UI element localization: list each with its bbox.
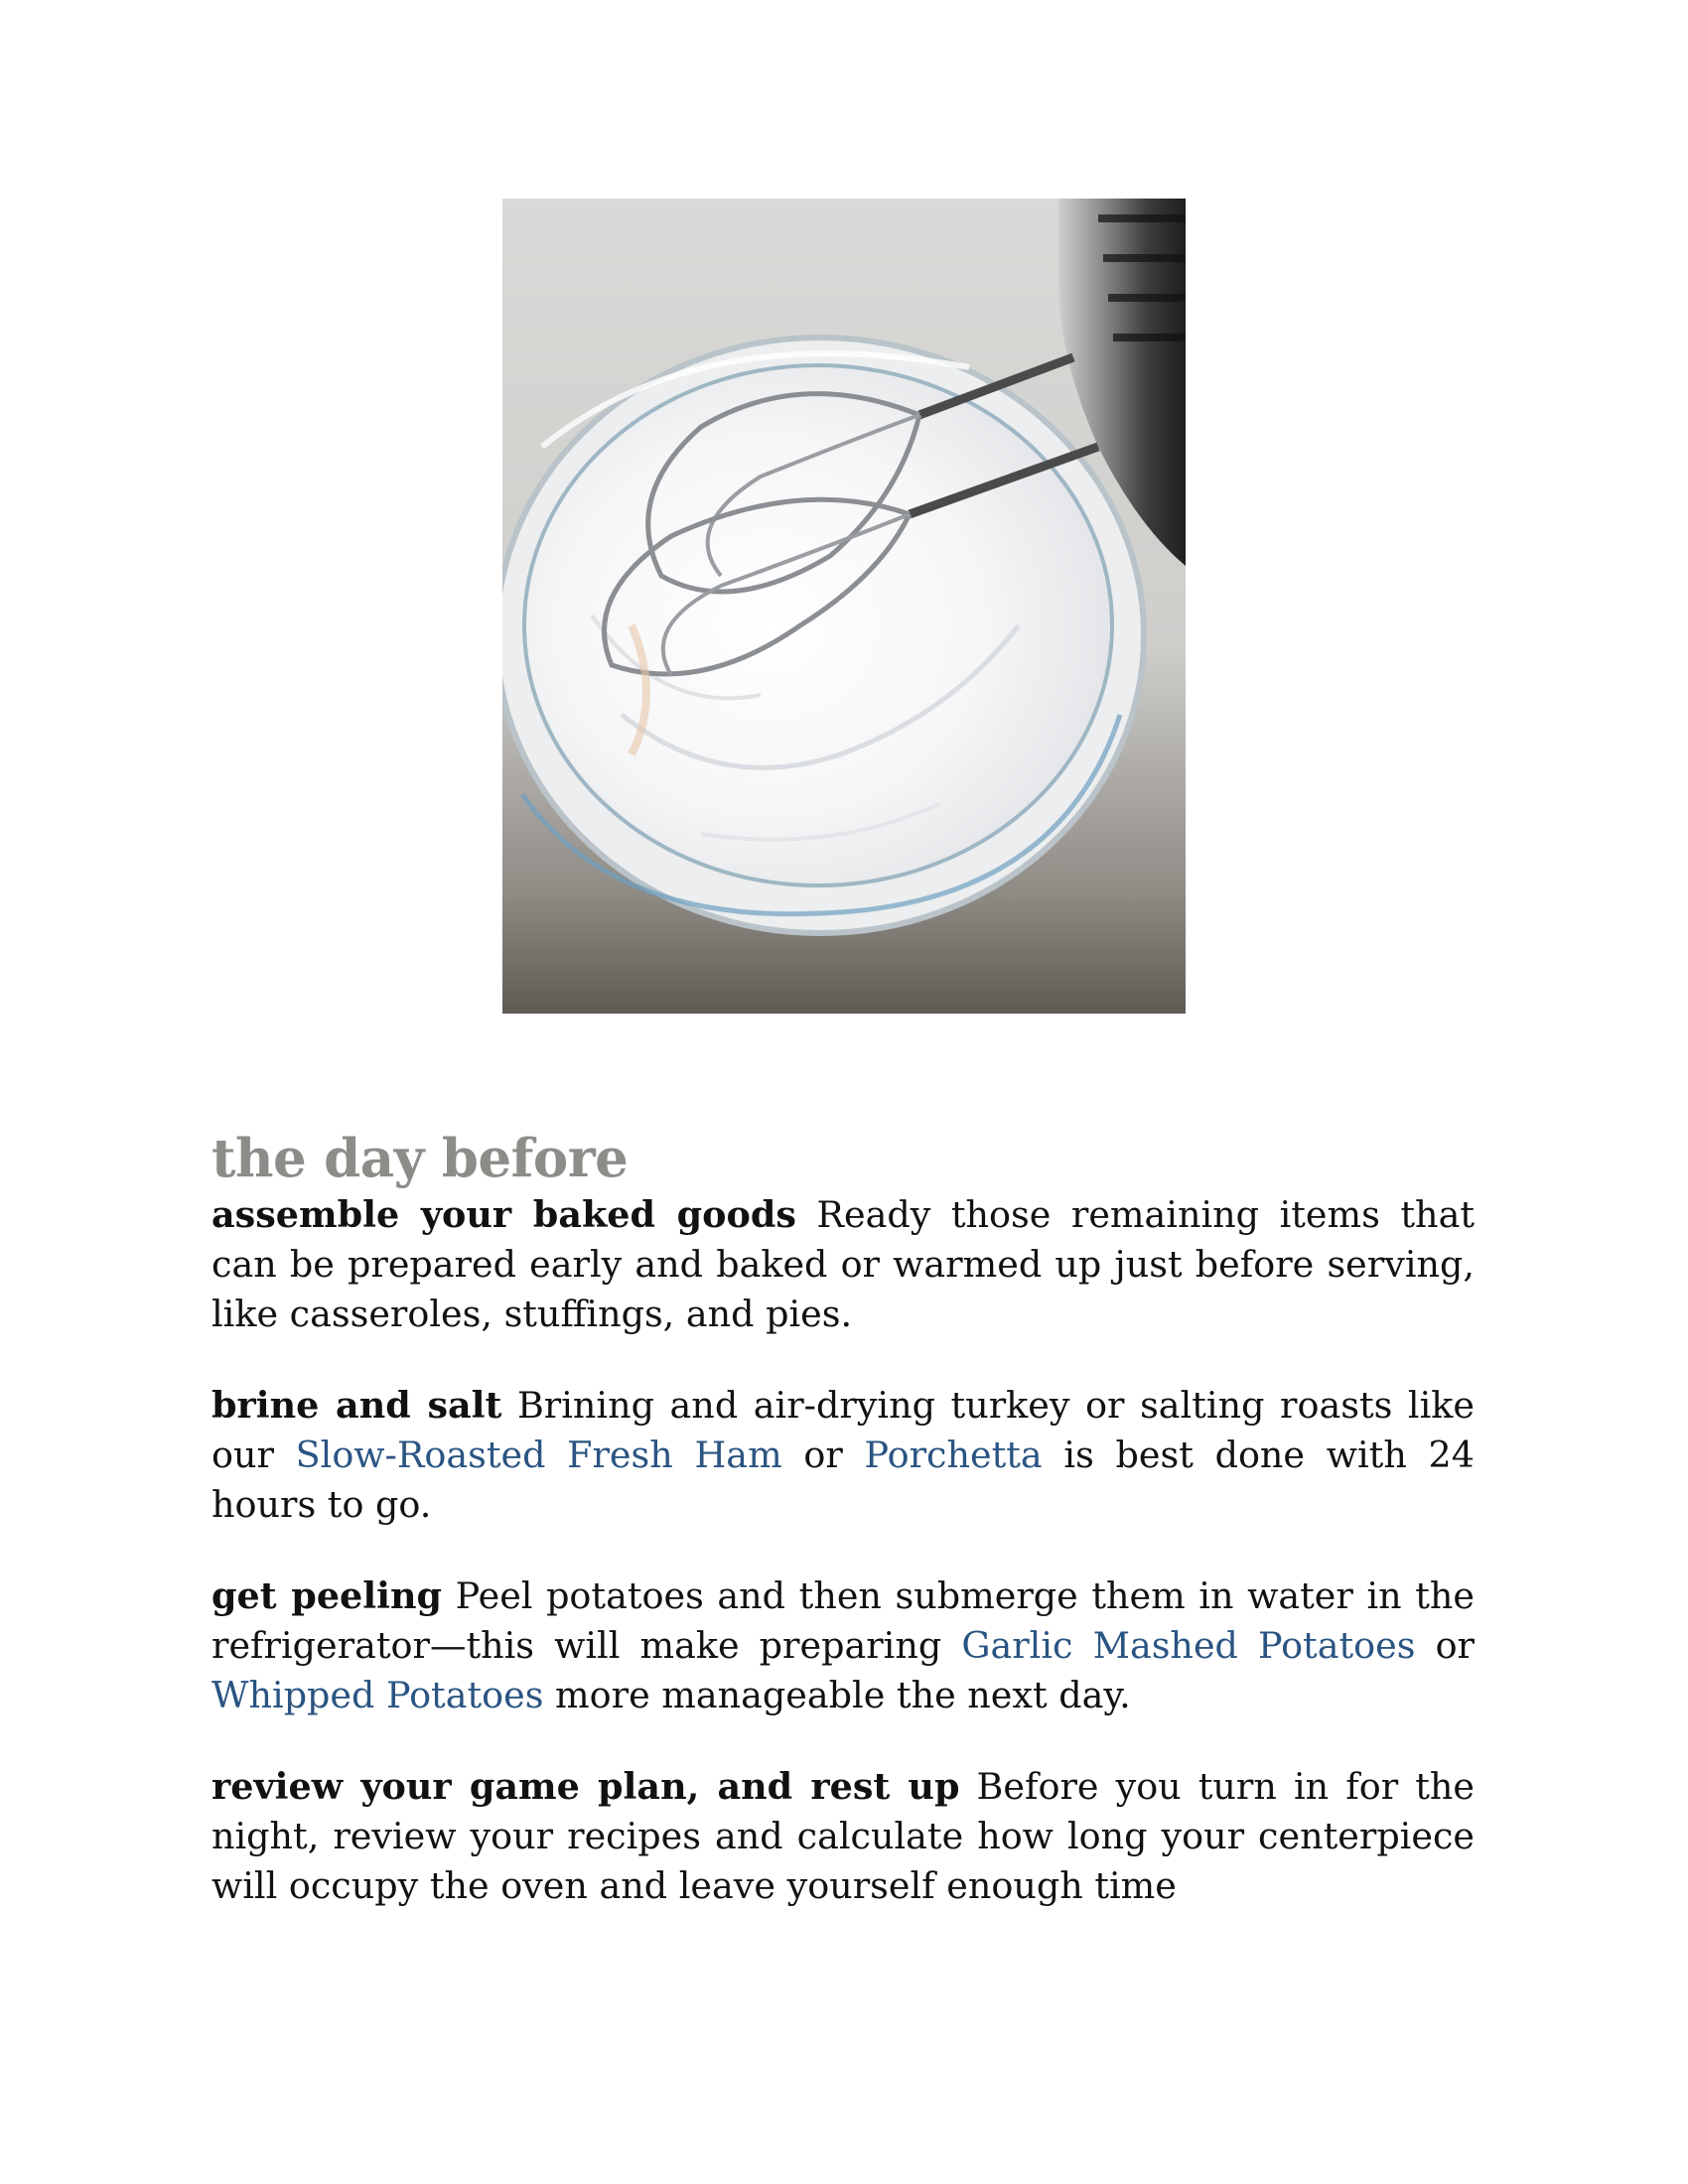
tip-text: Peel potatoes and then submerge them in water in the refrigerator—this will make preparing xyxy=(211,1574,1476,1667)
recipe-link-whipped-potatoes[interactable]: Whipped Potatoes xyxy=(211,1674,544,1716)
mixer-bowl-photo xyxy=(502,199,1186,1014)
tip-lead: review your game plan, and rest up xyxy=(211,1765,960,1808)
tip-assemble-baked-goods xyxy=(211,1190,1475,1339)
tip-text: or xyxy=(1415,1624,1475,1667)
mixer-bowl-illustration xyxy=(502,199,1186,1014)
recipe-link-slow-roasted-fresh-ham[interactable]: Slow-Roasted Fresh Ham xyxy=(295,1433,782,1476)
tip-lead: assemble your baked goods xyxy=(211,1193,796,1236)
tip-brine-and-salt xyxy=(211,1381,1475,1530)
recipe-link-porchetta[interactable]: Porchetta xyxy=(864,1433,1043,1476)
section-title: the day before xyxy=(211,1128,629,1189)
tip-text: or xyxy=(781,1433,865,1476)
tip-text: Brining and air-drying turkey or salting roasts like our xyxy=(211,1384,1475,1476)
tip-lead: get peeling xyxy=(211,1574,443,1617)
content-column xyxy=(211,1127,1475,1953)
tip-text: is best done with 24 hours to go. xyxy=(211,1433,1475,1526)
tip-lead: brine and salt xyxy=(211,1384,502,1427)
recipe-link-garlic-mashed-potatoes[interactable]: Garlic Mashed Potatoes xyxy=(961,1624,1416,1667)
tip-text: Before you turn in for the night, review your recipes and calculate how long your centerpiece will occupy the oven and leave yourself enough time xyxy=(211,1765,1475,1907)
tip-get-peeling xyxy=(211,1571,1475,1720)
tip-review-game-plan xyxy=(211,1762,1475,1911)
tip-text: more manageable the next day. xyxy=(543,1674,1131,1716)
tip-text: Ready those remaining items that can be prepared early and baked or warmed up just before serving, like casseroles, stuffings, and pies. xyxy=(211,1193,1475,1335)
